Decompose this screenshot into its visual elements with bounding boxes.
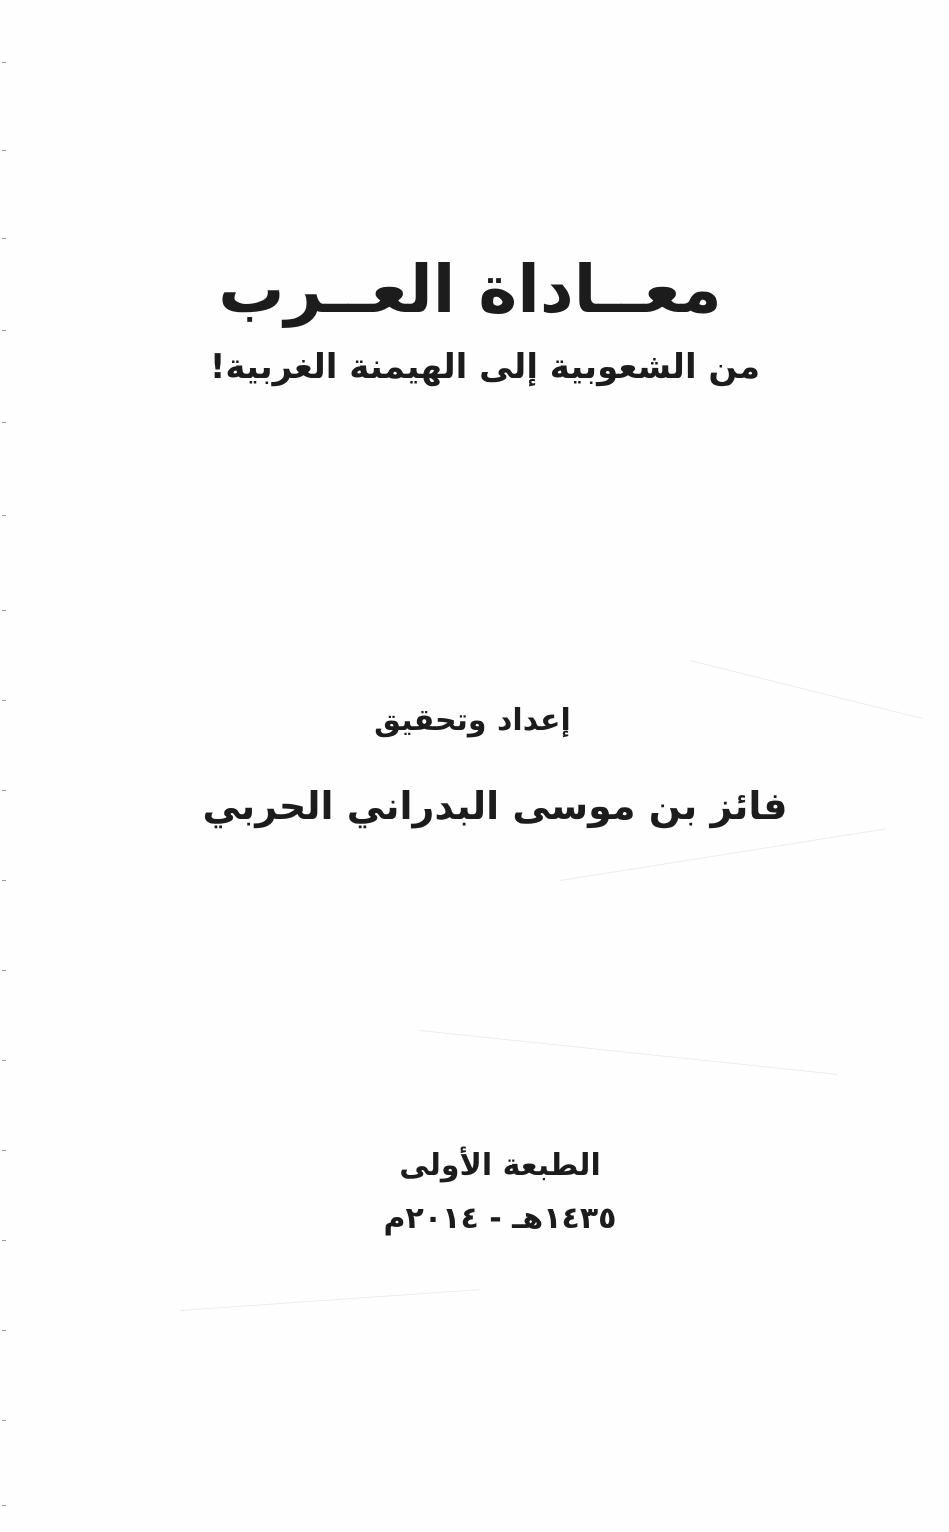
scan-edge-marks bbox=[0, 0, 8, 1532]
paper-scratch bbox=[560, 828, 886, 881]
author-name: فائز بن موسى البدراني الحربي bbox=[202, 784, 788, 828]
publication-date: ١٤٣٥هـ - ٢٠١٤م bbox=[383, 1201, 617, 1236]
edition-label: الطبعة الأولى bbox=[399, 1148, 601, 1183]
paper-scratch bbox=[420, 1030, 838, 1075]
book-title: معــاداة العــرب bbox=[218, 251, 722, 328]
preparation-label: إعداد وتحقيق bbox=[374, 703, 571, 738]
paper-scratch bbox=[690, 660, 923, 719]
paper-scratch bbox=[180, 1289, 479, 1311]
book-subtitle: من الشعوبية إلى الهيمنة الغربية! bbox=[209, 347, 761, 387]
